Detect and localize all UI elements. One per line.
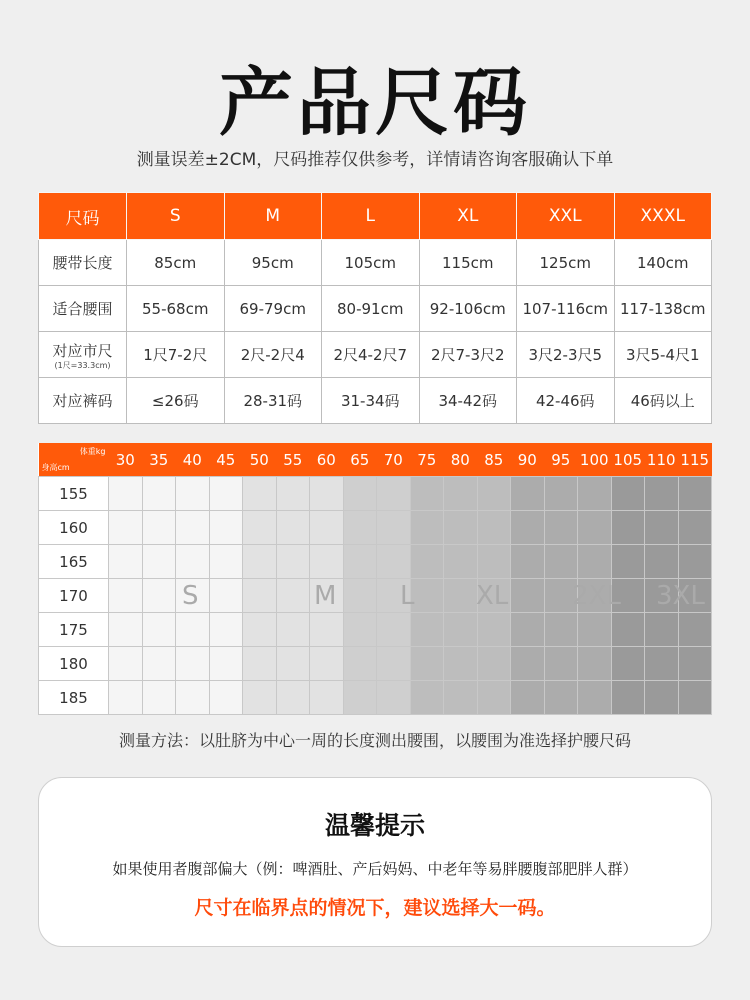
grid-cell bbox=[511, 613, 545, 647]
table-cell: 28-31码 bbox=[224, 378, 322, 424]
grid-cell bbox=[109, 613, 143, 647]
grid-cell bbox=[477, 545, 511, 579]
tip-title: 温馨提示 bbox=[324, 811, 425, 840]
grid-cell bbox=[410, 613, 444, 647]
grid-cell bbox=[511, 545, 545, 579]
table-cell: 42-46码 bbox=[517, 378, 615, 424]
grid-cell bbox=[142, 545, 176, 579]
grid-cell bbox=[444, 579, 478, 613]
table-cell: 3尺5-4尺1 bbox=[614, 332, 712, 378]
grid-cell bbox=[243, 579, 277, 613]
grid-row bbox=[39, 477, 712, 511]
grid-cell bbox=[310, 477, 344, 511]
grid-row bbox=[39, 681, 712, 715]
grid-cell bbox=[544, 477, 578, 511]
grid-cell bbox=[109, 511, 143, 545]
grid-cell bbox=[343, 613, 377, 647]
grid-cell bbox=[645, 613, 679, 647]
table-row bbox=[39, 378, 712, 424]
grid-cell bbox=[276, 477, 310, 511]
grid-cell bbox=[678, 647, 712, 681]
weight-header: 50 bbox=[243, 443, 277, 477]
grid-cell bbox=[176, 545, 210, 579]
weight-header: 35 bbox=[142, 443, 176, 477]
grid-cell bbox=[544, 613, 578, 647]
row-label-waist-fit: 适合腰围 bbox=[39, 286, 127, 332]
grid-cell bbox=[176, 613, 210, 647]
table-cell: 125cm bbox=[517, 240, 615, 286]
grid-cell bbox=[276, 681, 310, 715]
height-label: 180 bbox=[39, 647, 109, 681]
grid-cell bbox=[142, 579, 176, 613]
row-label-market-chi bbox=[39, 332, 127, 378]
height-label: 160 bbox=[39, 511, 109, 545]
grid-cell bbox=[343, 681, 377, 715]
grid-cell bbox=[578, 647, 612, 681]
grid-cell bbox=[209, 579, 243, 613]
grid-cell bbox=[109, 477, 143, 511]
grid-cell bbox=[444, 647, 478, 681]
grid-cell bbox=[410, 647, 444, 681]
grid-cell bbox=[410, 511, 444, 545]
grid-cell bbox=[243, 545, 277, 579]
grid-cell bbox=[645, 681, 679, 715]
grid-cell bbox=[209, 511, 243, 545]
grid-row bbox=[39, 511, 712, 545]
size-table bbox=[38, 192, 712, 424]
grid-cell bbox=[142, 511, 176, 545]
grid-cell bbox=[511, 579, 545, 613]
size-header-xxxl: XXXL bbox=[614, 193, 712, 240]
grid-cell bbox=[578, 477, 612, 511]
grid-cell bbox=[678, 511, 712, 545]
grid-header-row bbox=[39, 443, 712, 477]
grid-cell bbox=[645, 545, 679, 579]
grid-cell bbox=[176, 647, 210, 681]
size-header-s: S bbox=[127, 193, 225, 240]
grid-cell bbox=[444, 681, 478, 715]
grid-cell bbox=[343, 511, 377, 545]
page-subtitle: 测量误差±2CM，尺码推荐仅供参考，详情请咨询客服确认下单 bbox=[136, 150, 614, 170]
grid-cell bbox=[444, 613, 478, 647]
tip-highlight: 尺寸在临界点的情况下，建议选择大一码。 bbox=[194, 897, 556, 919]
grid-cell bbox=[310, 681, 344, 715]
grid-cell bbox=[511, 477, 545, 511]
table-cell: 117-138cm bbox=[614, 286, 712, 332]
grid-cell bbox=[377, 545, 411, 579]
grid-cell bbox=[645, 647, 679, 681]
grid-cell bbox=[645, 511, 679, 545]
grid-cell bbox=[410, 477, 444, 511]
weight-axis-label: 体重kg bbox=[79, 447, 106, 456]
grid-cell bbox=[578, 681, 612, 715]
grid-cell bbox=[544, 511, 578, 545]
table-cell: 107-116cm bbox=[517, 286, 615, 332]
weight-header: 90 bbox=[511, 443, 545, 477]
weight-header: 115 bbox=[678, 443, 712, 477]
grid-cell bbox=[511, 647, 545, 681]
table-cell: 3尺2-3尺5 bbox=[517, 332, 615, 378]
weight-header: 40 bbox=[176, 443, 210, 477]
grid-cell bbox=[209, 613, 243, 647]
weight-header: 110 bbox=[645, 443, 679, 477]
grid-cell bbox=[578, 511, 612, 545]
grid-corner bbox=[39, 443, 109, 477]
height-label: 185 bbox=[39, 681, 109, 715]
grid-cell bbox=[209, 647, 243, 681]
size-header-l: L bbox=[322, 193, 420, 240]
grid-cell bbox=[243, 477, 277, 511]
size-header-m: M bbox=[224, 193, 322, 240]
grid-cell bbox=[310, 511, 344, 545]
grid-cell bbox=[611, 477, 645, 511]
table-cell: 46码以上 bbox=[614, 378, 712, 424]
weight-header: 105 bbox=[611, 443, 645, 477]
grid-cell bbox=[645, 477, 679, 511]
grid-cell bbox=[176, 477, 210, 511]
grid-cell bbox=[678, 477, 712, 511]
grid-row bbox=[39, 613, 712, 647]
table-cell: 105cm bbox=[322, 240, 420, 286]
grid-cell bbox=[243, 647, 277, 681]
table-cell: 34-42码 bbox=[419, 378, 517, 424]
grid-row bbox=[39, 545, 712, 579]
zone-label-m: M bbox=[314, 581, 337, 611]
grid-cell bbox=[477, 647, 511, 681]
zone-label-2xl: 2XL bbox=[572, 581, 621, 611]
row-sublabel-chi-conversion: (1尺=33.3cm) bbox=[54, 360, 111, 370]
grid-cell bbox=[243, 511, 277, 545]
grid-cell bbox=[209, 681, 243, 715]
table-cell: 2尺7-3尺2 bbox=[419, 332, 517, 378]
table-row bbox=[39, 332, 712, 378]
size-header-xl: XL bbox=[419, 193, 517, 240]
grid-cell bbox=[176, 681, 210, 715]
measurement-note: 测量方法：以肚脐为中心一周的长度测出腰围，以腰围为准选择护腰尺码 bbox=[118, 731, 631, 750]
table-row bbox=[39, 240, 712, 286]
grid-cell bbox=[310, 647, 344, 681]
tip-box bbox=[38, 777, 712, 947]
grid-cell bbox=[377, 511, 411, 545]
table-cell: 2尺-2尺4 bbox=[224, 332, 322, 378]
grid-cell bbox=[611, 681, 645, 715]
grid-cell bbox=[176, 511, 210, 545]
weight-header: 55 bbox=[276, 443, 310, 477]
zone-label-s: S bbox=[182, 581, 199, 611]
table-cell: 2尺4-2尺7 bbox=[322, 332, 420, 378]
grid-cell bbox=[444, 511, 478, 545]
grid-cell bbox=[276, 613, 310, 647]
grid-cell bbox=[343, 545, 377, 579]
zone-label-l: L bbox=[400, 581, 415, 611]
grid-cell bbox=[209, 477, 243, 511]
grid-cell bbox=[377, 647, 411, 681]
grid-cell bbox=[578, 545, 612, 579]
table-cell: 69-79cm bbox=[224, 286, 322, 332]
table-cell: 115cm bbox=[419, 240, 517, 286]
weight-header: 100 bbox=[578, 443, 612, 477]
grid-cell bbox=[276, 545, 310, 579]
size-header-label: 尺码 bbox=[39, 193, 127, 240]
table-row bbox=[39, 286, 712, 332]
height-axis-label: 身高cm bbox=[41, 463, 70, 472]
weight-header: 80 bbox=[444, 443, 478, 477]
grid-cell bbox=[544, 647, 578, 681]
grid-cell bbox=[142, 681, 176, 715]
grid-cell bbox=[544, 545, 578, 579]
weight-header: 70 bbox=[377, 443, 411, 477]
grid-cell bbox=[377, 613, 411, 647]
grid-cell bbox=[578, 613, 612, 647]
height-label: 155 bbox=[39, 477, 109, 511]
grid-cell bbox=[310, 545, 344, 579]
weight-header: 45 bbox=[209, 443, 243, 477]
grid-cell bbox=[444, 545, 478, 579]
grid-cell bbox=[142, 477, 176, 511]
grid-cell bbox=[377, 477, 411, 511]
grid-cell bbox=[276, 511, 310, 545]
table-cell: 55-68cm bbox=[127, 286, 225, 332]
weight-header: 30 bbox=[109, 443, 143, 477]
grid-cell bbox=[109, 647, 143, 681]
weight-header: 85 bbox=[477, 443, 511, 477]
grid-cell bbox=[678, 545, 712, 579]
grid-cell bbox=[142, 613, 176, 647]
grid-cell bbox=[109, 579, 143, 613]
grid-cell bbox=[678, 613, 712, 647]
grid-cell bbox=[477, 681, 511, 715]
grid-cell bbox=[243, 613, 277, 647]
grid-cell bbox=[276, 579, 310, 613]
weight-header: 60 bbox=[310, 443, 344, 477]
table-cell: 80-91cm bbox=[322, 286, 420, 332]
grid-cell bbox=[343, 647, 377, 681]
table-cell: ≤26码 bbox=[127, 378, 225, 424]
grid-cell bbox=[243, 681, 277, 715]
grid-cell bbox=[109, 681, 143, 715]
grid-cell bbox=[410, 579, 444, 613]
grid-cell bbox=[477, 613, 511, 647]
table-cell: 92-106cm bbox=[419, 286, 517, 332]
size-header-xxl: XXL bbox=[517, 193, 615, 240]
grid-cell bbox=[511, 681, 545, 715]
height-label: 175 bbox=[39, 613, 109, 647]
grid-cell bbox=[611, 647, 645, 681]
grid-cell bbox=[142, 647, 176, 681]
height-label: 170 bbox=[39, 579, 109, 613]
weight-header: 75 bbox=[410, 443, 444, 477]
grid-cell bbox=[444, 477, 478, 511]
grid-cell bbox=[410, 545, 444, 579]
size-table-header bbox=[39, 193, 712, 240]
zone-label-xl: XL bbox=[476, 581, 509, 611]
grid-cell bbox=[611, 613, 645, 647]
grid-cell bbox=[477, 477, 511, 511]
grid-cell bbox=[276, 647, 310, 681]
grid-cell bbox=[109, 545, 143, 579]
grid-cell bbox=[511, 511, 545, 545]
grid-row bbox=[39, 647, 712, 681]
grid-cell bbox=[343, 579, 377, 613]
tip-text: 如果使用者腹部偏大（例：啤酒肚、产后妈妈、中老年等易胖腰腹部肥胖人群） bbox=[112, 860, 638, 878]
grid-cell bbox=[310, 613, 344, 647]
height-label: 165 bbox=[39, 545, 109, 579]
table-cell: 31-34码 bbox=[322, 378, 420, 424]
grid-cell bbox=[678, 681, 712, 715]
table-cell: 85cm bbox=[127, 240, 225, 286]
height-weight-grid bbox=[38, 443, 712, 715]
table-cell: 140cm bbox=[614, 240, 712, 286]
table-cell: 95cm bbox=[224, 240, 322, 286]
grid-cell bbox=[377, 681, 411, 715]
grid-cell bbox=[477, 511, 511, 545]
grid-cell bbox=[343, 477, 377, 511]
grid-cell bbox=[611, 511, 645, 545]
grid-cell bbox=[611, 545, 645, 579]
row-label-belt-length: 腰带长度 bbox=[39, 240, 127, 286]
table-cell: 1尺7-2尺 bbox=[127, 332, 225, 378]
weight-header: 95 bbox=[544, 443, 578, 477]
grid-cell bbox=[209, 545, 243, 579]
zone-label-3xl: 3XL bbox=[656, 581, 705, 611]
grid-cell bbox=[544, 681, 578, 715]
row-label-market-chi-text: 对应市尺 bbox=[52, 341, 113, 360]
page-title: 产品尺码 bbox=[219, 60, 531, 146]
grid-cell bbox=[410, 681, 444, 715]
row-label-pants-size: 对应裤码 bbox=[39, 378, 127, 424]
weight-header: 65 bbox=[343, 443, 377, 477]
